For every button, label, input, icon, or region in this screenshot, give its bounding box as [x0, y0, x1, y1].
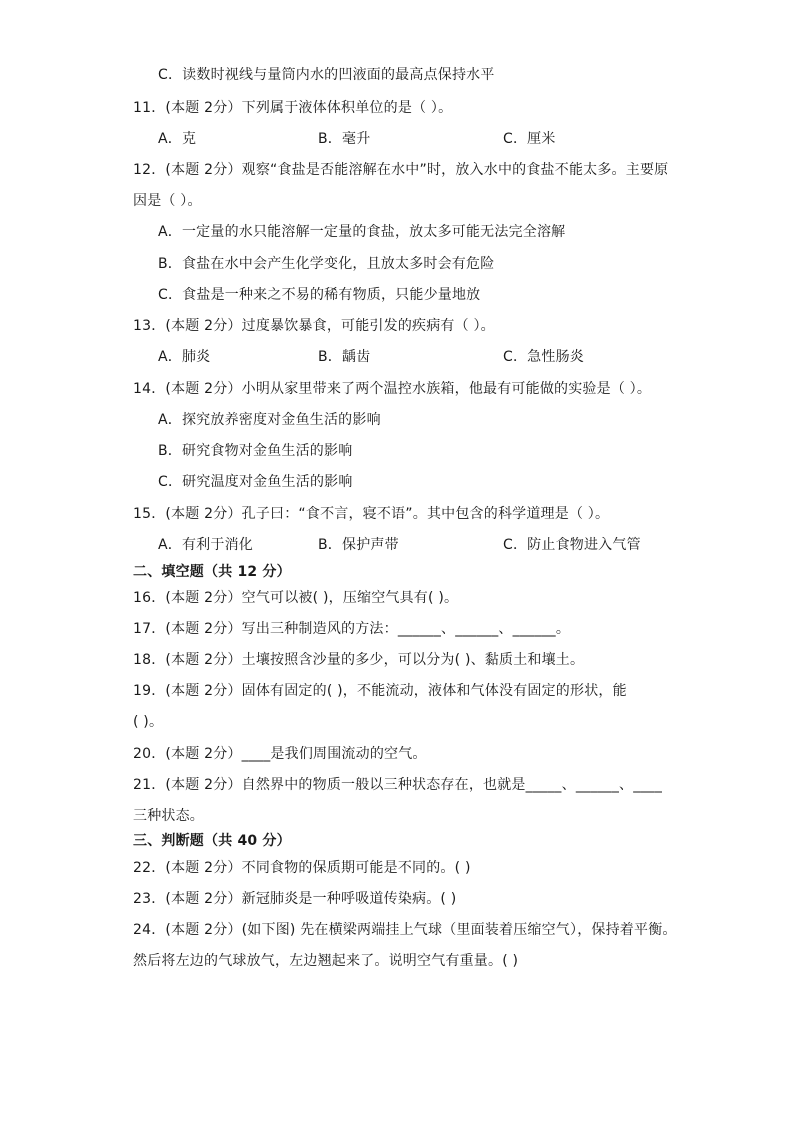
question-24: 24．(本题 2分）(如下图) 先在横梁两端挂上气球（里面装着压缩空气），保持着平衡。 [133, 922, 677, 938]
section-heading-true-false: 三、判断题（共 40 分） [133, 833, 291, 849]
q13-option-c: C．急性肠炎 [503, 349, 584, 365]
question-24-cont: 然后将左边的气球放气，左边翘起来了。说明空气有重量。( ) [133, 953, 519, 969]
question-19-cont: ( )。 [133, 714, 164, 730]
q14-option-a: A．探究放养密度对金鱼生活的影响 [158, 412, 381, 428]
question-15: 15．(本题 2分）孔子曰：“食不言，寝不语”。其中包含的科学道理是（ ）。 [133, 506, 610, 522]
question-11: 11．(本题 2分）下列属于液体体积单位的是（ ）。 [133, 100, 453, 116]
question-12-cont: 因是（ ）。 [133, 193, 202, 209]
q11-option-c: C．厘米 [503, 131, 556, 147]
q15-option-b: B．保护声带 [318, 537, 399, 553]
question-22: 22．(本题 2分）不同食物的保质期可能是不同的。( ) [133, 860, 471, 876]
q15-option-c: C．防止食物进入气管 [503, 537, 641, 553]
question-12: 12．(本题 2分）观察“食盐是否能溶解在水中”时，放入水中的食盐不能太多。主要原 [133, 162, 669, 178]
question-13: 13．(本题 2分）过度暴饮暴食，可能引发的疾病有（ ）。 [133, 318, 495, 334]
q11-option-a: A．克 [158, 131, 197, 147]
q14-option-c: C．研究温度对金鱼生活的影响 [158, 474, 353, 490]
question-18: 18．(本题 2分）土壤按照含沙量的多少，可以分为( )、黏质土和壤土。 [133, 652, 585, 668]
question-14: 14．(本题 2分）小明从家里带来了两个温控水族箱，他最有可能做的实验是（ ）。 [133, 381, 652, 397]
question-16: 16．(本题 2分）空气可以被( )，压缩空气具有( )。 [133, 590, 459, 606]
q14-option-b: B．研究食物对金鱼生活的影响 [158, 443, 353, 459]
q12-option-a: A．一定量的水只能溶解一定量的食盐，放太多可能无法完全溶解 [158, 224, 566, 240]
question-21: 21．(本题 2分）自然界中的物质一般以三种状态存在，也就是_____、______、____ [133, 777, 663, 793]
question-20: 20．(本题 2分）____是我们周围流动的空气。 [133, 746, 427, 762]
question-19: 19．(本题 2分）固体有固定的( )，不能流动，液体和气体没有固定的形状，能 [133, 683, 627, 699]
q11-option-b: B．毫升 [318, 131, 371, 147]
question-23: 23．(本题 2分）新冠肺炎是一种呼吸道传染病。( ) [133, 891, 457, 907]
q12-option-c: C．食盐是一种来之不易的稀有物质，只能少量地放 [158, 287, 481, 303]
q13-option-a: A．肺炎 [158, 349, 211, 365]
section-heading-fill-blank: 二、填空题（共 12 分） [133, 564, 291, 580]
q12-option-b: B．食盐在水中会产生化学变化，且放太多时会有危险 [158, 256, 495, 272]
question-21-cont: 三种状态。 [133, 808, 204, 824]
q13-option-b: B．龋齿 [318, 349, 371, 365]
question-17: 17．(本题 2分）写出三种制造风的方法：______、______、______。 [133, 621, 571, 637]
q10-option-c: C．读数时视线与量筒内水的凹液面的最高点保持水平 [158, 67, 495, 83]
q15-option-a: A．有利于消化 [158, 537, 253, 553]
